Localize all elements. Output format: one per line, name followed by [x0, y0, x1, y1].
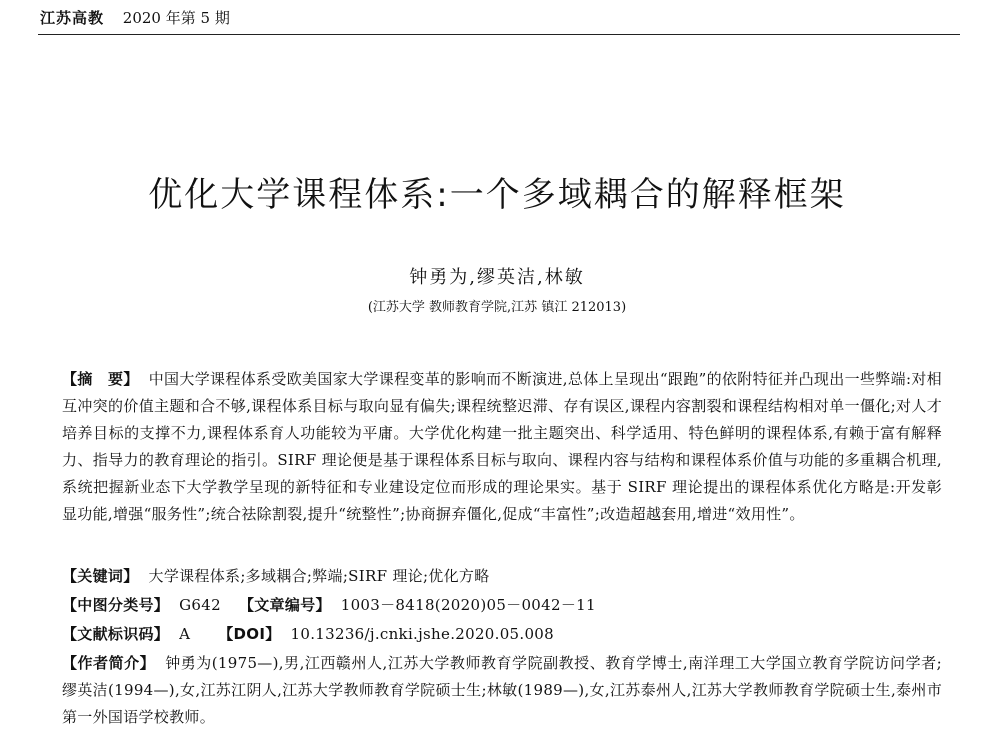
- author-info-label: 【作者简介】: [62, 654, 156, 672]
- header-rule: [38, 34, 960, 35]
- article-number-value: 1003－8418(2020)05－0042－11: [340, 596, 596, 614]
- abstract-text: 中国大学课程体系受欧美国家大学课程变革的影响而不断演进,总体上呈现出“跟跑”的依附特征并凸现出一些弊端:对相互冲突的价值主题和合不够,课程体系目标与取向显有偏失;课程统整迟滞、存有误区,课程内容割裂和课程结构相对单一僵化;对人才培养目标的支撑不力,课程体系育人功能较为平庸。大学优化构建一批主题突出、科学适用、特色鲜明的课程体系,有赖于富有解释力、指导力的教育理论的指引。SIRF 理论便是基于课程体系目标与取向、课程内容与结构和课程体系价值与功能的多重耦合机理,系统把握新业态下大学教学呈现的新特征和专业建设定位而形成的理论果实。基于 SIRF 理论提出的课程体系优化方略是:开发彰显功能,增强“服务性”;统合祛除割裂,提升“统整性”;协商摒弃僵化,促成“丰富性”;改造超越套用,增进“效用性”。: [62, 370, 942, 523]
- article-number-label: 【文章编号】: [238, 596, 331, 614]
- document-code-value: A: [179, 625, 191, 643]
- abstract-block: [62, 366, 942, 528]
- keywords-label: 【关键词】: [62, 567, 139, 585]
- doi-value: 10.13236/j.cnki.jshe.2020.05.008: [290, 625, 554, 643]
- doi-label: 【DOI】: [218, 625, 281, 643]
- keywords-block: [62, 563, 942, 590]
- classification-block: [62, 592, 942, 619]
- clc-value: G642: [179, 596, 221, 614]
- affiliation: (江苏大学 教师教育学院,江苏 镇江 212013): [367, 300, 627, 315]
- keywords-text: 大学课程体系;多域耦合;弊端;SIRF 理论;优化方略: [148, 567, 490, 585]
- document-code-label: 【文献标识码】: [62, 625, 170, 643]
- author-list: 钟勇为,缪英洁,林敏: [409, 267, 585, 288]
- journal-name: 江苏高教: [40, 9, 105, 27]
- abstract-label: 【摘 要】: [62, 370, 139, 388]
- paper-title: 优化大学课程体系:一个多域耦合的解释框架: [148, 174, 846, 215]
- document-code-block: [62, 621, 942, 648]
- clc-label: 【中图分类号】: [62, 596, 170, 614]
- author-info-text: 钟勇为(1975—),男,江西赣州人,江苏大学教师教育学院副教授、教育学博士,南洋理工大学国立教育学院访问学者;缪英洁(1994—),女,江苏江阴人,江苏大学教师教育学院硕士生;林敏(1989—),女,江苏泰州人,江苏大学教师教育学院硕士生,泰州市第一外国语学校教师。: [62, 654, 942, 726]
- running-header: [40, 8, 960, 28]
- issue-number: 2020 年第 5 期: [122, 9, 230, 27]
- author-info-block: [62, 650, 942, 731]
